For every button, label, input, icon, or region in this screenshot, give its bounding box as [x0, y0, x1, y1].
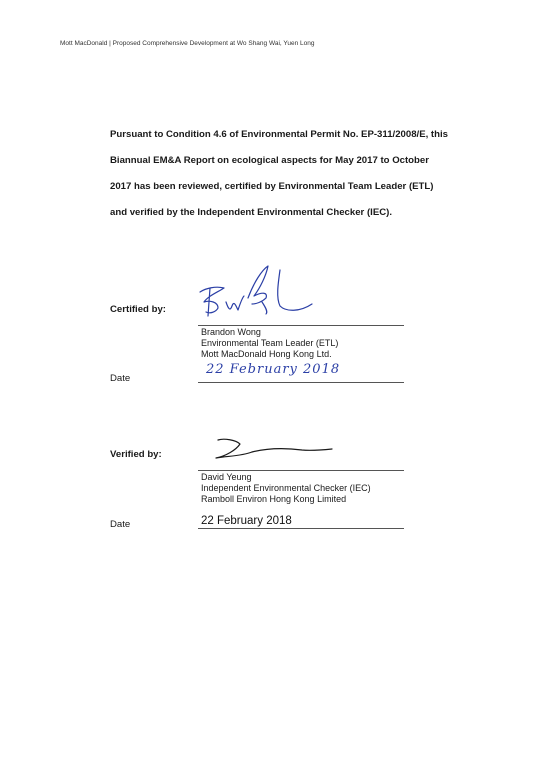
iec-details [201, 472, 371, 505]
iec-role: Independent Environmental Checker (IEC) [201, 483, 371, 493]
certified-date-label: Date [110, 373, 131, 384]
etl-signature [196, 262, 326, 324]
verified-date-label: Date [110, 519, 131, 530]
iec-company: Ramboll Environ Hong Kong Limited [201, 494, 347, 504]
certified-date-line [198, 382, 404, 383]
etl-role: Environmental Team Leader (ETL) [201, 338, 339, 348]
iec-name: David Yeung [201, 472, 252, 482]
page-header: Mott MacDonald | Proposed Comprehensive Development at Wo Shang Wai, Yuen Long [60, 40, 315, 47]
certified-by-label: Certified by: [110, 304, 166, 315]
etl-name: Brandon Wong [201, 327, 261, 337]
certification-statement: Pursuant to Condition 4.6 of Environmental Permit No. EP-311/2008/E, this Biannual EM&A Report on ecological aspects for May 2017 to October 2017 has been reviewed, certified by Environmental Team Leader (ETL) and verified by the Independent Environmental Checker (IEC). [110, 129, 448, 218]
iec-signature [212, 434, 338, 466]
verified-date-value: 22 February 2018 [201, 515, 292, 527]
etl-signature-line [198, 325, 404, 326]
etl-company: Mott MacDonald Hong Kong Ltd. [201, 349, 332, 359]
verified-by-label: Verified by: [110, 449, 162, 460]
certified-date-value: 22 February 2018 [206, 362, 341, 377]
verified-date-line [198, 528, 404, 529]
iec-signature-line [198, 470, 404, 471]
etl-details [201, 327, 338, 360]
